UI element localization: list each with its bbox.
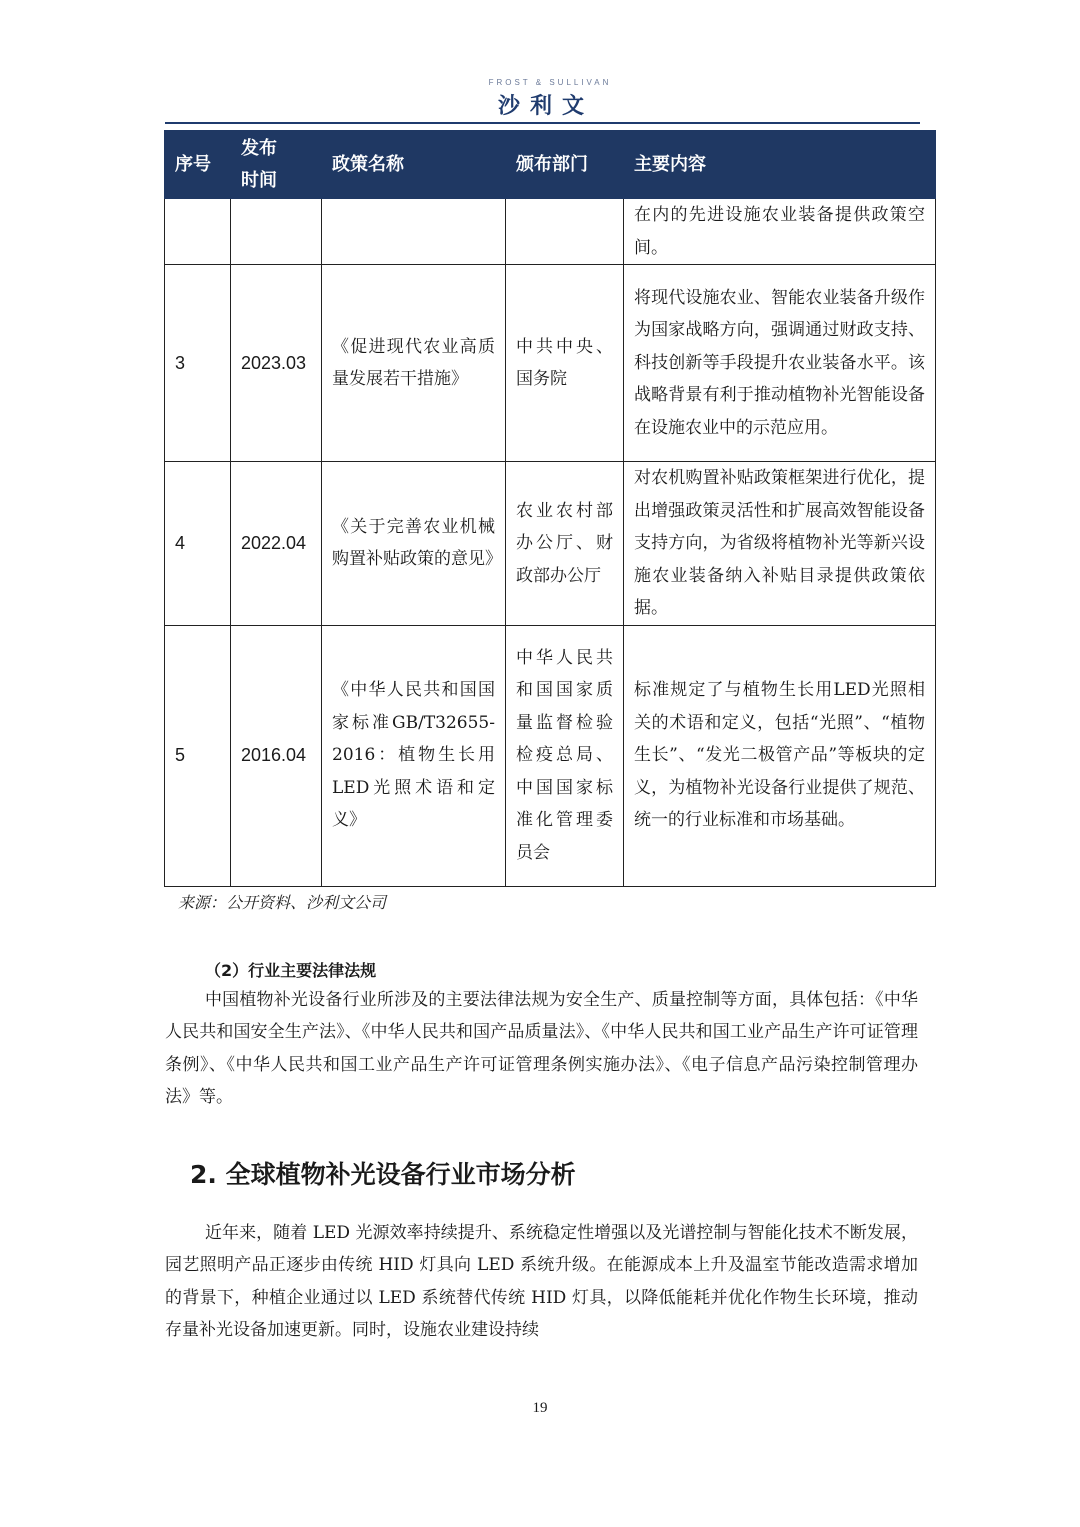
page-header [0, 78, 1080, 120]
cell-department: 中华人民共和国国家质量监督检验检疫总局、中国国家标准化管理委员会 [506, 625, 624, 886]
cell-policy-name: 《中华人民共和国国家标准GB/T32655-2016：植物生长用LED光照术语和定义》 [322, 625, 506, 886]
table-row [165, 625, 936, 886]
cell-index: 3 [165, 265, 231, 462]
cell-index [165, 199, 231, 265]
cell-department: 农业农村部办公厅、财政部办公厅 [506, 462, 624, 626]
section-body: 近年来，随着 LED 光源效率持续提升、系统稳定性增强以及光谱控制与智能化技术不断发展，园艺照明产品正逐步由传统 HID 灯具向 LED 系统升级。在能源成本上升及温室节能改造需求增加的背景下，种植企业通过以 LED 系统替代传统 HID 灯具，以降低能耗并优化作物生长环境，推动存量补光设备加速更新。同时，设施农业建设持续 [165, 1223, 918, 1340]
col-header-policy-name: 政策名称 [322, 131, 506, 199]
cell-date: 2022.04 [231, 462, 322, 626]
subsection-title: （2）行业主要法律法规 [205, 961, 377, 980]
col-header-date: 发布时间 [231, 131, 322, 199]
cell-date [231, 199, 322, 265]
col-header-content: 主要内容 [624, 131, 936, 199]
logo-subtitle: FROST & SULLIVAN [488, 78, 612, 87]
cell-policy-name: 《关于完善农业机械购置补贴政策的意见》 [322, 462, 506, 626]
subsection-body: 中国植物补光设备行业所涉及的主要法律法规为安全生产、质量控制等方面，具体包括：《中华人民共和国安全生产法》、《中华人民共和国产品质量法》、《中华人民共和国工业产品生产许可证管理条例》、《中华人民共和国工业产品生产许可证管理条例实施办法》、《电子信息产品污染控制管理办法》等。 [165, 990, 918, 1107]
table-row [165, 462, 936, 626]
col-header-department: 颁布部门 [506, 131, 624, 199]
cell-policy-name [322, 199, 506, 265]
cell-content: 标准规定了与植物生长用LED光照相关的术语和定义，包括“光照”、“植物生长”、“发光二极管产品”等板块的定义，为植物补光设备行业提供了规范、统一的行业标准和市场基础。 [624, 625, 936, 886]
cell-content: 对农机购置补贴政策框架进行优化，提出增强政策灵活性和扩展高效智能设备支持方向，为省级将植物补光等新兴设施农业装备纳入补贴目录提供政策依据。 [624, 462, 936, 626]
cell-content: 将现代设施农业、智能农业装备升级作为国家战略方向，强调通过财政支持、科技创新等手段提升农业装备水平。该战略背景有利于推动植物补光智能设备在设施农业中的示范应用。 [624, 265, 936, 462]
cell-department [506, 199, 624, 265]
table-row [165, 199, 936, 265]
cell-content: 在内的先进设施农业装备提供政策空间。 [624, 199, 936, 265]
cell-date: 2016.04 [231, 625, 322, 886]
table-source-note: 来源：公开资料、沙利文公司 [178, 893, 387, 912]
cell-date: 2023.03 [231, 265, 322, 462]
policy-table [164, 130, 936, 887]
cell-index: 4 [165, 462, 231, 626]
table-row [165, 265, 936, 462]
table-header-row [165, 131, 936, 199]
col-header-index: 序号 [165, 131, 231, 199]
header-divider [165, 122, 920, 124]
logo: 沙利文 [497, 94, 594, 119]
section-heading: 2. 全球植物补光设备行业市场分析 [190, 1160, 576, 1189]
page-number: 19 [532, 1400, 548, 1416]
cell-department: 中共中央、国务院 [506, 265, 624, 462]
cell-index: 5 [165, 625, 231, 886]
cell-policy-name: 《促进现代农业高质量发展若干措施》 [322, 265, 506, 462]
